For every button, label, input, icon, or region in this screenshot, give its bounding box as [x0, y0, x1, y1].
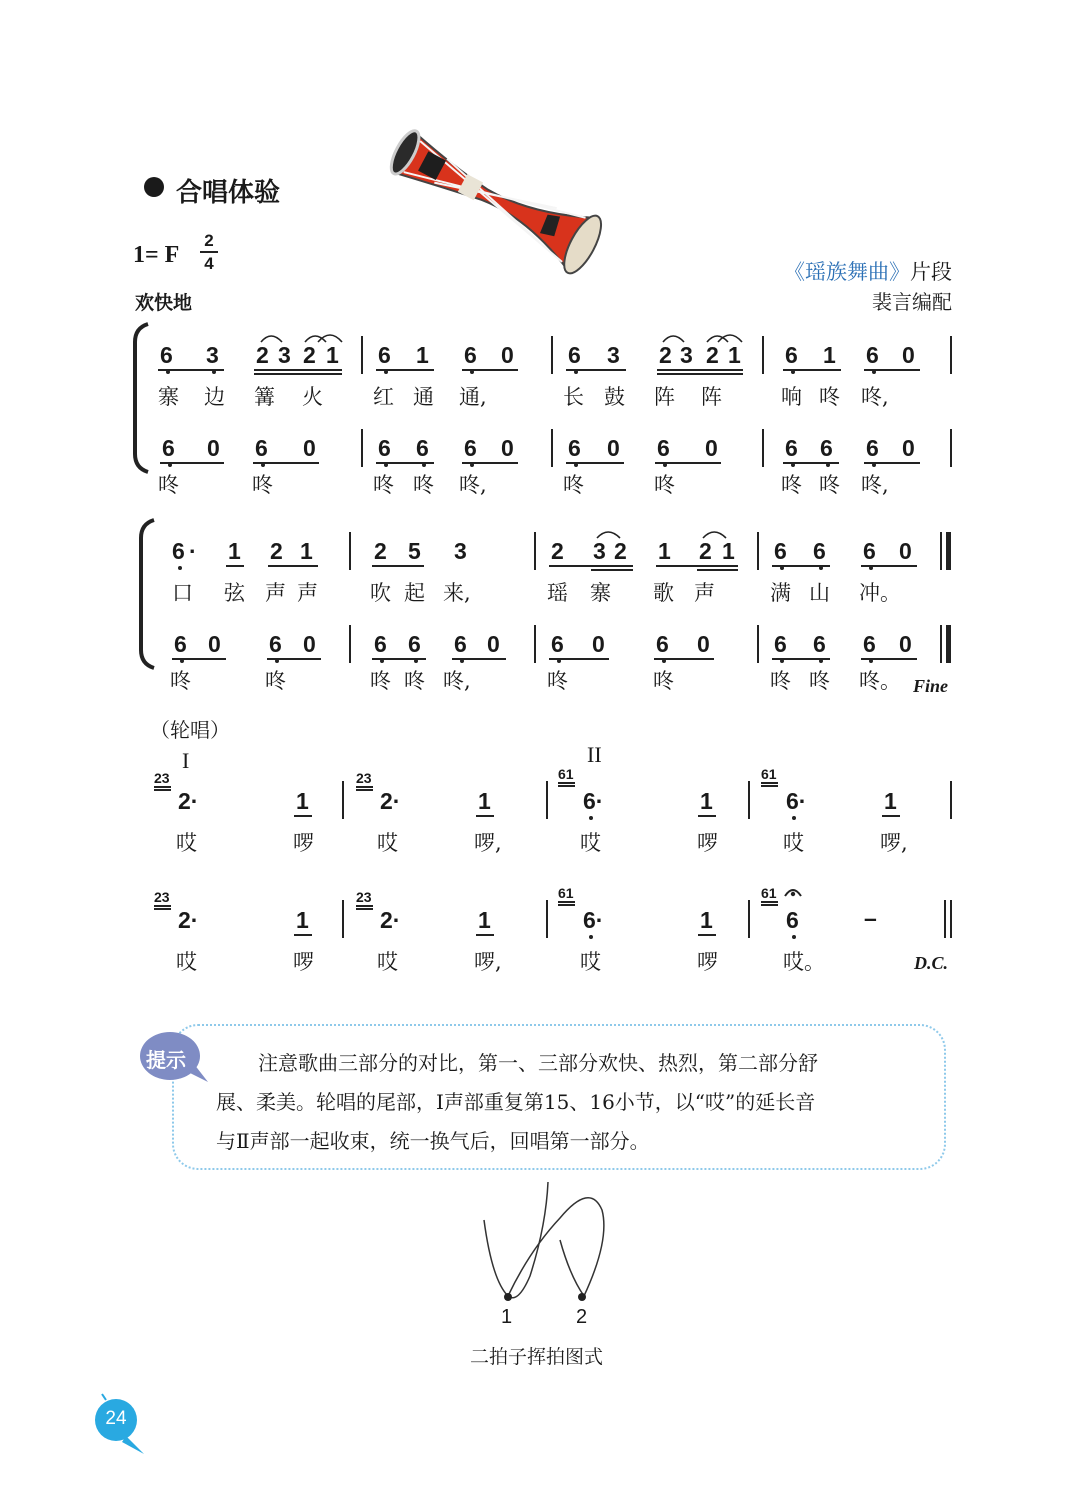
lyric: 咚 — [770, 669, 791, 693]
diagram-caption: 二拍子挥拍图式 — [470, 1346, 604, 1368]
lyric: 咚, — [443, 669, 471, 693]
lyric: 哎 — [580, 950, 601, 974]
part-two-marker: II — [587, 742, 602, 767]
fine-marking: Fine — [913, 676, 949, 696]
lyric: 咚 — [170, 669, 191, 693]
lyric: 啰 — [293, 950, 314, 974]
lyric: 哎 — [783, 831, 804, 855]
lyric: 响 — [781, 385, 802, 409]
lyric: 声 — [297, 581, 318, 605]
lyric: 啰 — [293, 831, 314, 855]
conducting-pattern-diagram — [470, 1180, 620, 1330]
section-bullet — [144, 177, 164, 197]
lyric: 啰, — [474, 950, 502, 974]
lyric: 篝 — [254, 385, 275, 409]
tip-badge-label: 提示 — [146, 1048, 186, 1072]
lyric: 通, — [459, 385, 487, 409]
lyric: 声 — [265, 581, 286, 605]
part-one-marker: I — [182, 748, 190, 773]
lyric: 咚 — [252, 473, 273, 497]
lyric: 哎 — [580, 831, 601, 855]
tip-line-2: 展、柔美。轮唱的尾部，Ⅰ声部重复第15、16小节，以“哎”的延长音 — [216, 1090, 816, 1114]
lyric: 哎 — [176, 831, 197, 855]
lyric: 咚, — [861, 385, 889, 409]
tip-line-3: 与Ⅱ声部一起收束，统一换气后，回唱第一部分。 — [216, 1129, 650, 1153]
lyric: 冲。 — [859, 581, 901, 605]
lyric: 咚 — [563, 473, 584, 497]
lyric: 鼓 — [604, 385, 625, 409]
lyric: 啰 — [697, 950, 718, 974]
lyric: 啰, — [474, 831, 502, 855]
lyric: 山 — [809, 581, 830, 605]
note: 3 — [206, 342, 219, 368]
note: 2 — [256, 342, 269, 368]
note: 1 — [326, 342, 339, 368]
system-brace — [132, 322, 152, 474]
note: 3 — [278, 342, 291, 368]
lyric: 咚 — [654, 473, 675, 497]
lyric: 咚 — [265, 669, 286, 693]
long-drum-illustration — [370, 125, 605, 285]
lyric: 咚 — [370, 669, 391, 693]
round-label: （轮唱） — [150, 718, 230, 742]
key-signature: 1= F — [133, 242, 180, 268]
beat-label-1: 1 — [501, 1306, 513, 1328]
lyric: 咚 — [781, 473, 802, 497]
note: 6 — [160, 342, 173, 368]
lyric: 咚 — [413, 473, 434, 497]
lyric: 歌 — [653, 581, 674, 605]
lyric: 咚 — [373, 473, 394, 497]
lyric: 起 — [404, 581, 425, 605]
arranger: 裴言编配 — [872, 290, 952, 314]
lyric: 啰, — [880, 831, 908, 855]
time-bottom: 4 — [204, 254, 214, 273]
note: 2 — [303, 342, 316, 368]
lyric: 阵 — [654, 385, 675, 409]
system-brace — [138, 518, 158, 670]
lyric: 咚 — [819, 385, 840, 409]
lyric: 咚 — [819, 473, 840, 497]
time-top: 2 — [204, 231, 214, 250]
source-title: 《瑶族舞曲》 — [784, 260, 910, 284]
lyric: 红 — [373, 385, 394, 409]
lyric: 啰 — [697, 831, 718, 855]
time-signature — [200, 232, 218, 272]
lyric: 咚, — [459, 473, 487, 497]
lyric: 咚 — [809, 669, 830, 693]
fermata-icon — [783, 884, 803, 898]
tip-text — [216, 1044, 926, 1161]
lyric: 口 — [172, 581, 193, 605]
lyric: 弦 — [224, 581, 245, 605]
tip-badge — [138, 1030, 202, 1084]
lyric: 通 — [413, 385, 434, 409]
lyric: 满 — [770, 581, 791, 605]
lyric: 哎 — [377, 831, 398, 855]
lyric: 哎。 — [783, 950, 825, 974]
lyric: 边 — [204, 385, 225, 409]
lyric: 咚 — [653, 669, 674, 693]
lyric: 咚 — [404, 669, 425, 693]
lyric: 瑶 — [547, 581, 568, 605]
lyric: 哎 — [176, 950, 197, 974]
lyric: 哎 — [377, 950, 398, 974]
lyric: 声 — [694, 581, 715, 605]
lyric: 寨 — [590, 581, 611, 605]
beat-label-2: 2 — [576, 1306, 588, 1328]
lyric: 吹 — [370, 581, 391, 605]
lyric: 咚。 — [859, 669, 901, 693]
source-suffix: 片段 — [910, 260, 952, 284]
section-title: 合唱体验 — [176, 178, 281, 208]
lyric: 咚 — [158, 473, 179, 497]
tempo-marking: 欢快地 — [135, 292, 193, 314]
lyric: 寨 — [158, 385, 179, 409]
page-number: 24 — [105, 1408, 127, 1429]
lyric: 咚, — [861, 473, 889, 497]
source-line — [784, 256, 952, 286]
lyric: 咚 — [547, 669, 568, 693]
lyric: 阵 — [701, 385, 722, 409]
lyric: 火 — [302, 385, 323, 409]
tip-line-1: 注意歌曲三部分的对比，第一、三部分欢快、热烈，第二部分舒 — [258, 1051, 818, 1075]
dc-marking: D.C. — [914, 953, 949, 973]
lyric: 长 — [563, 385, 584, 409]
lyric: 来, — [443, 581, 471, 605]
